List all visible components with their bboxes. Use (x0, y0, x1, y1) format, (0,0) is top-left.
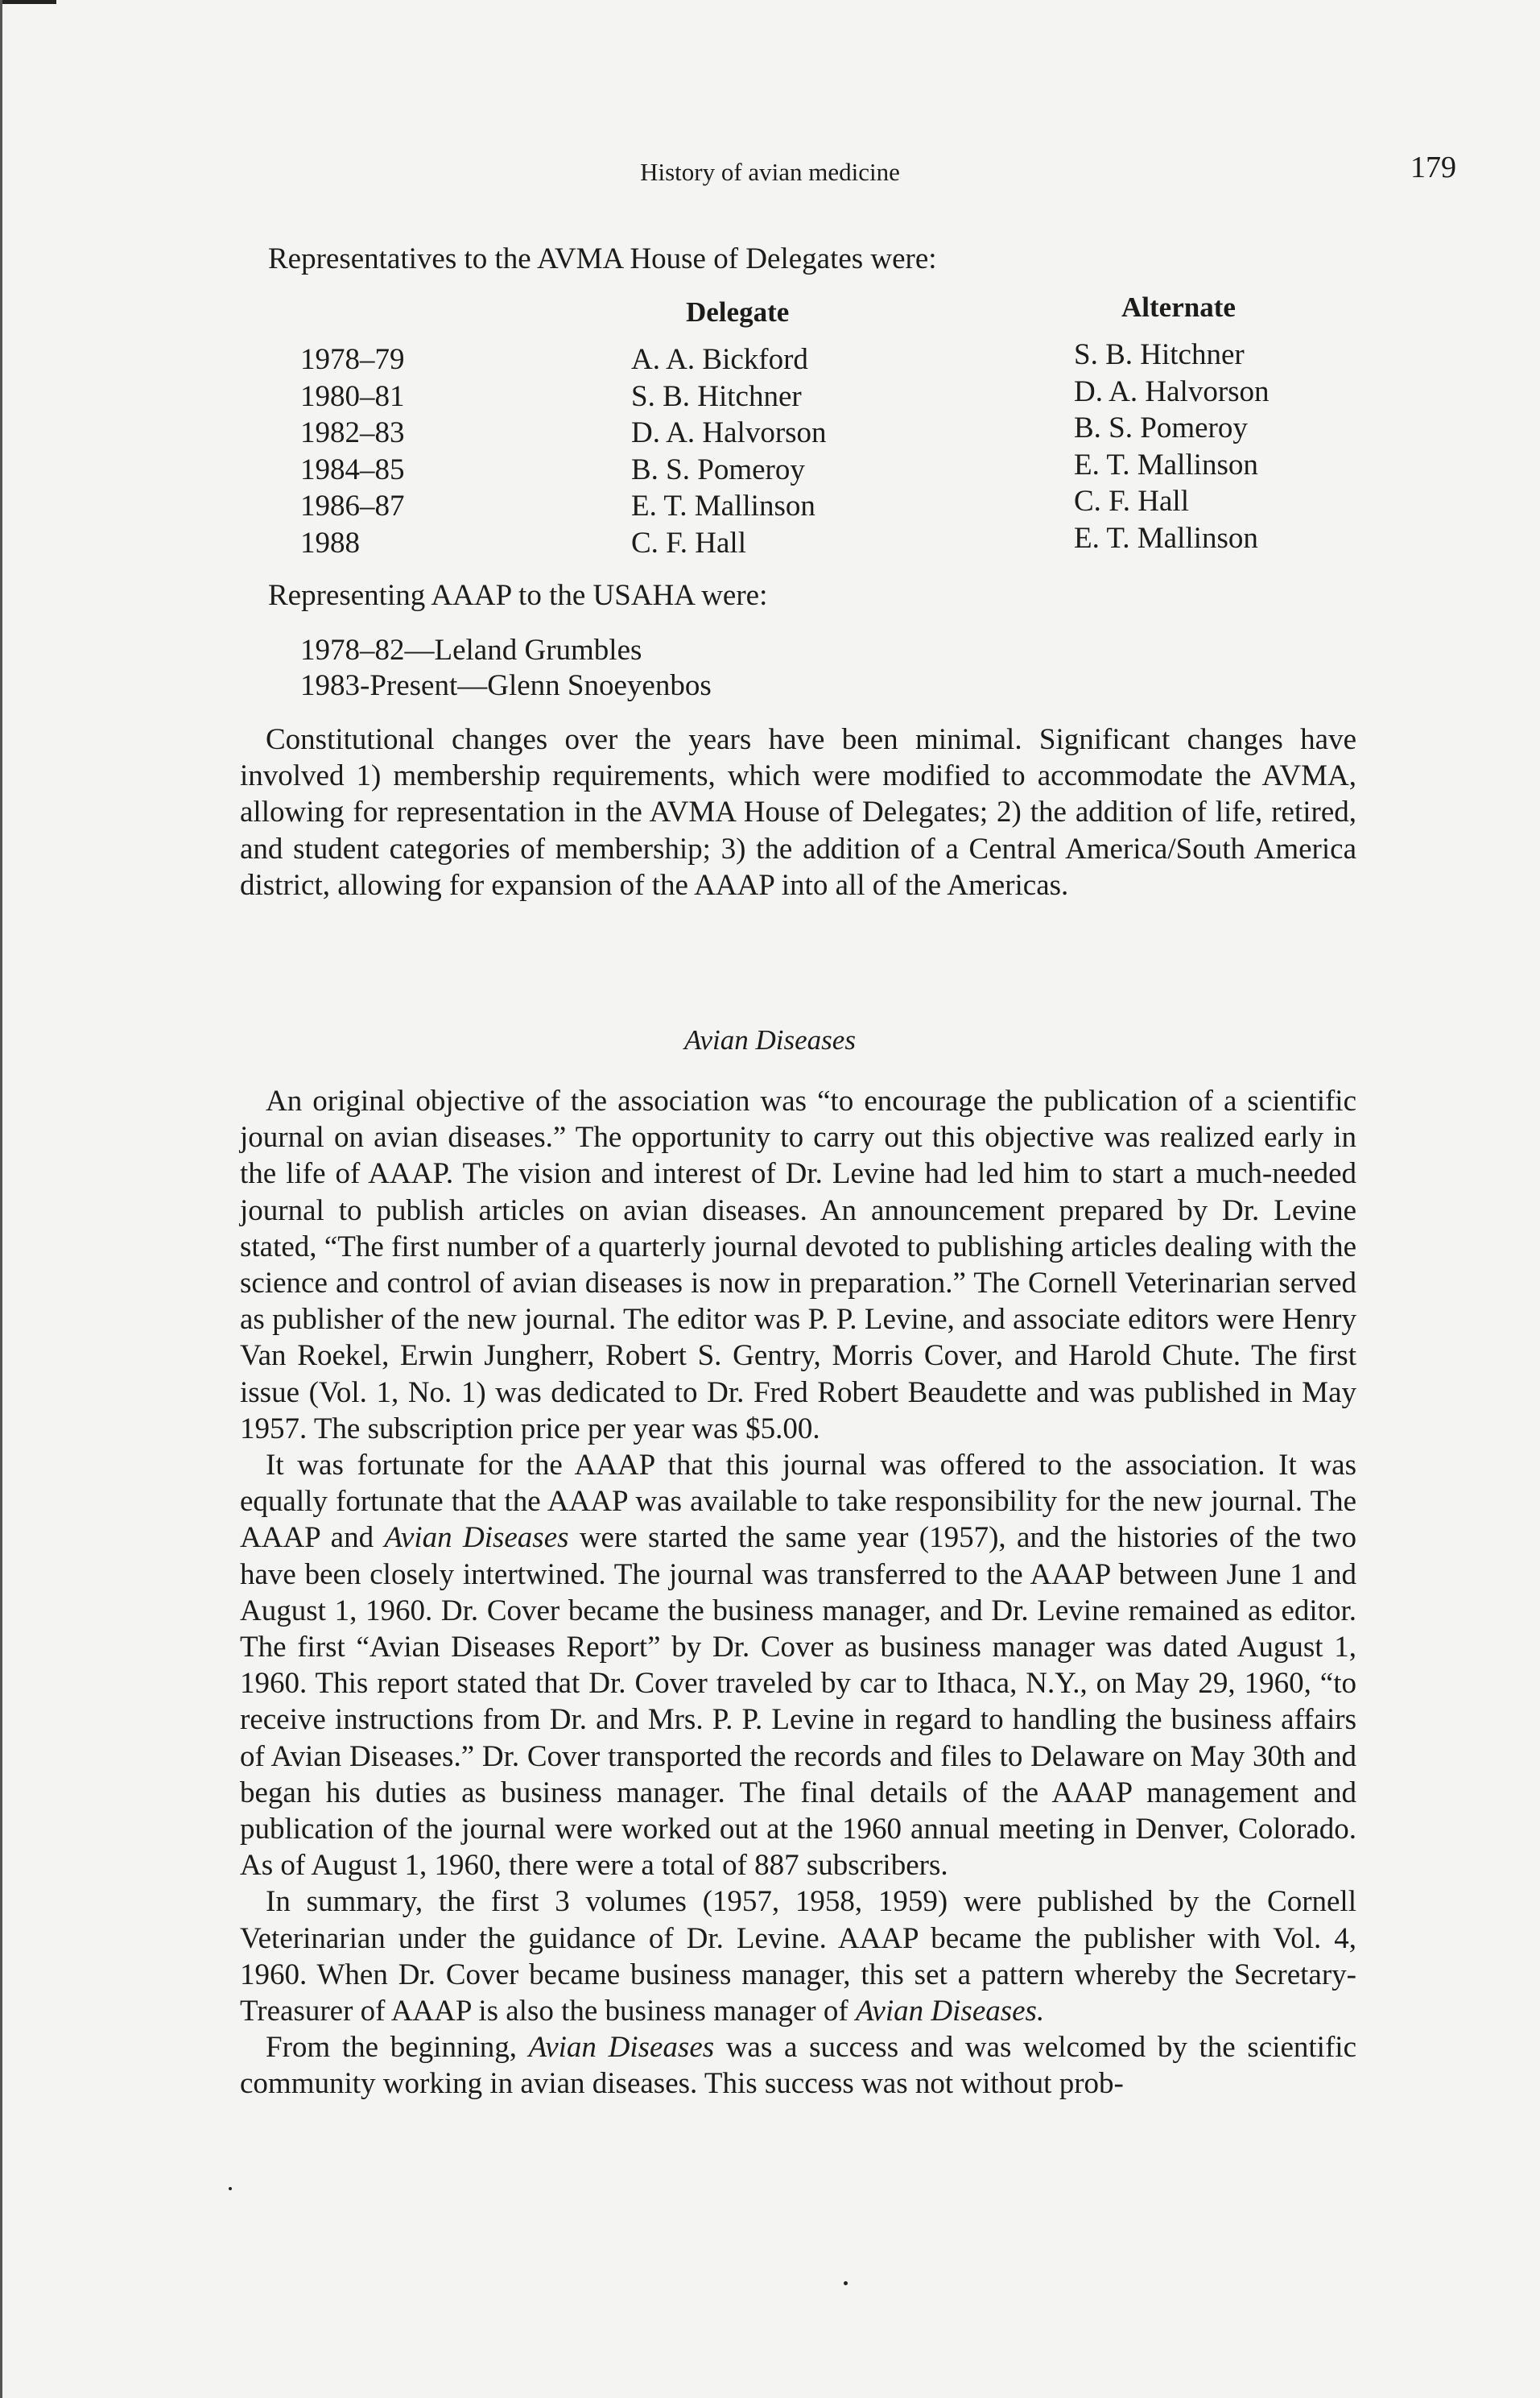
text-run: In summary, the first 3 volumes (1957, 1958, 1959) were published by the Cornell Veterinarian under the guidance of Dr. Levine. AAAP became the publisher with Vol. 4, 1960. When Dr. Cover became business manager, this set a pattern whereby the Secretary-Treasurer of AAAP is also the business manager of (240, 1885, 1356, 2028)
delegates-alternate-cell: E. T. Mallinson (1074, 521, 1258, 555)
usaha-item: 1978–82—Leland Grumbles (300, 634, 642, 667)
delegates-years-cell: 1982–83 (300, 416, 405, 449)
page-number: 179 (1410, 151, 1456, 184)
delegates-delegate-cell: C. F. Hall (631, 526, 746, 560)
section-title: Avian Diseases (684, 1024, 856, 1056)
paragraph (240, 2029, 1356, 2102)
constitution-paragraph (240, 721, 1356, 903)
paragraph (240, 1083, 1356, 1447)
running-head: History of avian medicine (640, 158, 900, 186)
delegates-intro: Representatives to the AVMA House of Delegates were: (268, 242, 937, 275)
paragraph (240, 1447, 1356, 1883)
delegates-delegate-cell: D. A. Halvorson (631, 416, 827, 449)
text-run: It was fortunate for the AAAP that this journal was offered to the association. It was equally fortunate that the AAAP was available to take responsibility for the new journal. The AAAP and (240, 1449, 1356, 1555)
delegates-alternate-cell: E. T. Mallinson (1074, 448, 1258, 482)
stray-mark (844, 2281, 848, 2285)
delegates-alternate-cell: C. F. Hall (1074, 485, 1189, 518)
text-run: From the beginning, (266, 2031, 529, 2065)
delegates-delegate-cell: B. S. Pomeroy (631, 453, 805, 486)
usaha-intro: Representing AAAP to the USAHA were: (268, 579, 768, 612)
delegates-years-cell: 1984–85 (300, 453, 405, 486)
italic-title: Avian Diseases (528, 2031, 715, 2065)
delegates-years-cell: 1980–81 (300, 379, 405, 413)
delegates-delegate-cell: A. A. Bickford (631, 343, 808, 376)
scan-edge (0, 0, 56, 4)
italic-title: Avian Diseases. (855, 1995, 1045, 2028)
delegates-alternate-cell: D. A. Halvorson (1074, 374, 1270, 408)
text-run: An original objective of the association was “to encourage the publication of a scientific journal on avian diseases.” The opportunity to carry out this objective was realized early in the life of AAAP. The vision and interest of Dr. Levine had led him to start a much-needed journal to publish articles on avian diseases. An announcement prepared by Dr. Levine stated, “The first number of a quarterly journal devoted to publishing articles dealing with the science and control of avian diseases is now in preparation.” The Cornell Veterinarian served as publisher of the new journal. The editor was P. P. Levine, and associate editors were Henry Van Roekel, Erwin Jungherr, Robert S. Gentry, Morris Cover, and Harold Chute. The first issue (Vol. 1, No. 1) was dedicated to Dr. Fred Robert Beaudette and was published in May 1957. The subscription price per year was $5.00. (240, 1085, 1356, 1445)
delegates-alternate-cell: B. S. Pomeroy (1074, 411, 1248, 444)
delegate-column-header: Delegate (686, 296, 790, 328)
avian-diseases-body (240, 1083, 1356, 2102)
paragraph (240, 721, 1356, 903)
text-run: were started the same year (1957), and the histories of the two have been closely intertwined. The journal was transferred to the AAAP between June 1 and August 1, 1960. Dr. Cover became the business manager, and Dr. Levine remained as editor. The first “Avian Diseases Report” by Dr. Cover as business manager was dated August 1, 1960. This report stated that Dr. Cover traveled by car to Ithaca, N.Y., on May 29, 1960, “to receive instructions from Dr. and Mrs. P. P. Levine in regard to handling the business affairs of Avian Diseases.” Dr. Cover transported the records and files to Delaware on May 30th and began his duties as business manager. The final details of the AAAP management and publication of the journal were worked out at the 1960 annual meeting in Denver, Colorado. As of August 1, 1960, there were a total of 887 subscribers. (240, 1521, 1356, 1883)
stray-mark (229, 2187, 232, 2190)
delegates-years-cell: 1986–87 (300, 490, 405, 523)
italic-title: Avian Diseases (384, 1521, 569, 1555)
delegates-years-cell: 1988 (300, 526, 360, 560)
scan-edge-left (0, 0, 2, 2398)
text-run: was a success and was welcomed by the scientific community working in avian diseases. This success was not without prob- (240, 2031, 1356, 2101)
alternate-column-header: Alternate (1121, 291, 1236, 323)
text-run: Constitutional changes over the years have been minimal. Significant changes have involved 1) membership requirements, which were modified to accommodate the AVMA, allowing for representation in the AVMA House of Delegates; 2) the addition of life, retired, and student categories of membership; 3) the addition of a Central America/South America district, allowing for expansion of the AAAP into all of the Americas. (240, 723, 1356, 902)
delegates-years-cell: 1978–79 (300, 343, 405, 376)
delegates-delegate-cell: E. T. Mallinson (631, 490, 815, 523)
delegates-alternate-cell: S. B. Hitchner (1074, 338, 1245, 371)
usaha-item: 1983-Present—Glenn Snoeyenbos (300, 669, 712, 702)
paragraph (240, 1883, 1356, 2029)
delegates-delegate-cell: S. B. Hitchner (631, 379, 802, 413)
